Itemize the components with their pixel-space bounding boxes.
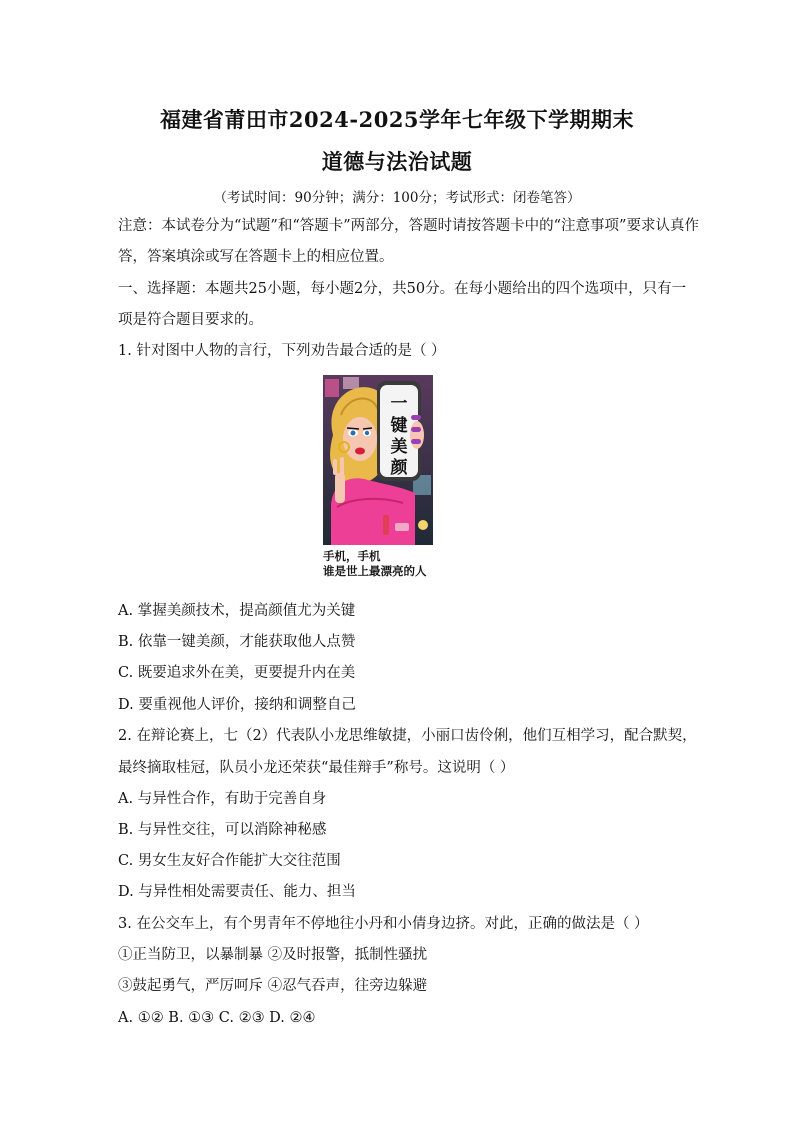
illustration-caption-line-2: 谁是世上最漂亮的人 bbox=[323, 564, 427, 578]
phone-char-1: 一 bbox=[390, 394, 408, 414]
question-1-option-d: D. 要重视他人评价，接纳和调整自己 bbox=[118, 697, 356, 713]
girl-with-phone-image bbox=[323, 375, 433, 545]
question-2-option-b: B. 与异性交往，可以消除神秘感 bbox=[118, 822, 327, 838]
question-1-option-c: C. 既要追求外在美，更要提升内在美 bbox=[118, 665, 356, 681]
phone-char-3: 美 bbox=[390, 437, 408, 457]
question-3-statements-line-2: ③鼓起勇气，严厉呵斥 ④忍气吞声，往旁边躲避 bbox=[118, 978, 428, 994]
question-1-illustration bbox=[323, 375, 433, 545]
notice-line-1: 注意：本试卷分为“试题”和“答题卡”两部分，答题时请按答题卡中的“注意事项”要求认真作 bbox=[118, 218, 699, 234]
question-2-option-c: C. 男女生友好合作能扩大交往范围 bbox=[118, 853, 341, 869]
page-subtitle: 道德与法治试题 bbox=[321, 149, 473, 174]
question-1-option-b: B. 依靠一键美颜，才能获取他人点赞 bbox=[118, 634, 356, 650]
exam-info: （考试时间：90分钟；满分：100分；考试形式：闭卷笔答） bbox=[213, 190, 581, 206]
section-heading-line-1: 一、选择题：本题共25小题，每小题2分，共50分。在每小题给出的四个选项中，只有一 bbox=[118, 281, 687, 297]
question-3-stem: 3. 在公交车上，有个男青年不停地往小丹和小倩身边挤。对此，正确的做法是（ ） bbox=[118, 916, 649, 932]
question-1-option-a: A. 掌握美颜技术，提高颜值尤为关键 bbox=[118, 603, 356, 619]
notice-line-2: 答，答案填涂或写在答题卡上的相应位置。 bbox=[118, 249, 394, 265]
question-2-stem-line-1: 2. 在辩论赛上，七（2）代表队小龙思维敏捷，小丽口齿伶俐，他们互相学习，配合默契， bbox=[118, 728, 697, 744]
phone-char-2: 键 bbox=[390, 416, 408, 436]
question-1-stem: 1. 针对图中人物的言行，下列劝告最合适的是（ ） bbox=[118, 343, 446, 359]
question-3-statements-line-1: ①正当防卫，以暴制暴 ②及时报警，抵制性骚扰 bbox=[118, 947, 428, 963]
phone-char-4: 颜 bbox=[390, 458, 408, 478]
illustration-caption-line-1: 手机，手机 bbox=[323, 549, 381, 563]
page-title: 福建省莆田市2024-2025学年七年级下学期期末 bbox=[159, 107, 635, 132]
question-3-options: A. ①② B. ①③ C. ②③ D. ②④ bbox=[118, 1010, 316, 1026]
question-2-option-a: A. 与异性合作，有助于完善自身 bbox=[118, 791, 327, 807]
section-heading-line-2: 项是符合题目要求的。 bbox=[118, 312, 263, 328]
question-2-option-d: D. 与异性相处需要责任、能力、担当 bbox=[118, 884, 356, 900]
question-2-stem-line-2: 最终摘取桂冠，队员小龙还荣获“最佳辩手”称号。这说明（ ） bbox=[118, 760, 515, 776]
